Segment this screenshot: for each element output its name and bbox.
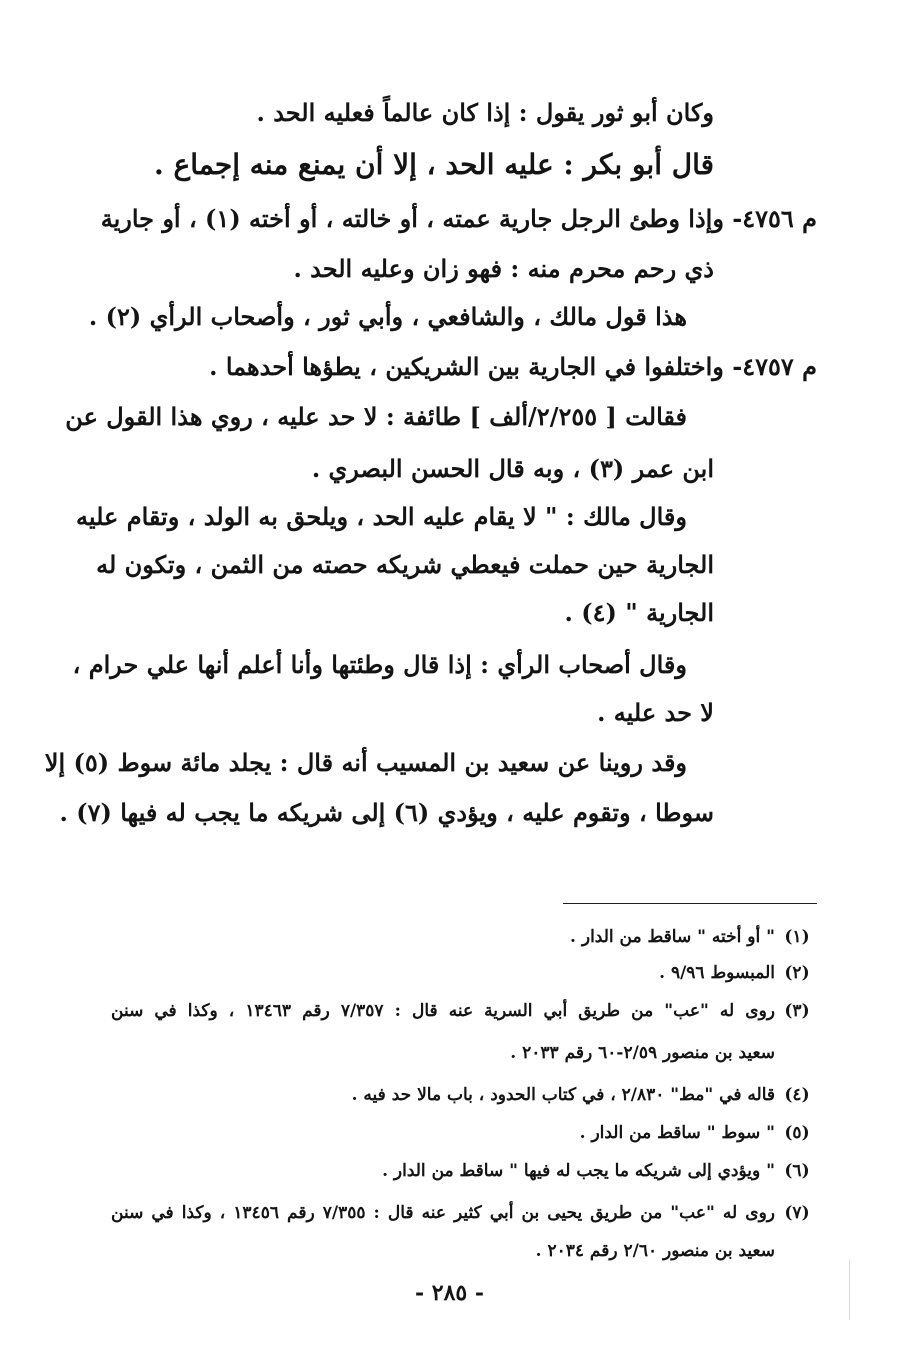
footnote-separator — [563, 903, 817, 904]
footnote-number: (٦) — [784, 1161, 810, 1181]
text-line: لا حد عليه . — [597, 698, 714, 727]
footnote-continuation — [510, 1040, 775, 1066]
text-line: سوطا ، وتقوم عليه ، ويؤدي (٦) إلى شريكه ما يجب له فيها (٧) . — [59, 798, 714, 827]
footnote-text: روى له "عب" من طريق يحيى بن أبي كثير عنه قال : ٧/٣٥٥ رقم ١٣٤٥٦ ، وكذا في سنن — [111, 1203, 775, 1223]
text-line: وكان أبو ثور يقول : إذا كان عالماً فعليه الحد . — [256, 98, 714, 127]
footnote-text: روى له "عب" من طريق أبي السرية عنه قال : ٧/٣٥٧ رقم ١٣٤٦٣ ، وكذا في سنن — [111, 1001, 775, 1021]
footnote-text: " ويؤدي إلى شريكه ما يجب له فيها " ساقط من الدار . — [382, 1161, 775, 1181]
footnote — [570, 924, 819, 950]
footnote-text: " أو أخته " ساقط من الدار . — [570, 927, 775, 947]
text-line: هذا قول مالك ، والشافعي ، وأبي ثور ، وأصحاب الرأي (٢) . — [88, 302, 687, 331]
footnote-text: المبسوط ٩/٩٦ . — [659, 963, 775, 983]
text-line-masala-4757: م ٤٧٥٧- واختلفوا في الجارية بين الشريكين ، يطؤها أحدهما . — [209, 352, 817, 381]
footnote-number: (٤) — [784, 1085, 810, 1105]
footnote — [352, 1082, 819, 1108]
text-line: وقد روينا عن سعيد بن المسيب أنه قال : يجلد مائة سوط (٥) إلا — [44, 748, 687, 777]
text-line: ذي رحم محرم منه : فهو زان وعليه الحد . — [293, 254, 714, 283]
footnote — [382, 1158, 819, 1184]
text-line: وقال أصحاب الرأي : إذا قال وطئتها وأنا أعلم أنها علي حرام ، — [72, 650, 687, 679]
footnote — [111, 1200, 819, 1226]
page-number: - ٢٨٥ - — [414, 1280, 485, 1306]
scan-edge-mark — [849, 1260, 850, 1320]
footnote-number: (١) — [784, 927, 810, 947]
text-line: وقال مالك : " لا يقام عليه الحد ، ويلحق به الولد ، وتقام عليه — [76, 502, 687, 531]
footnote-text: سعيد بن منصور ٢/٥٩-٦٠ رقم ٢٠٣٣ . — [510, 1043, 775, 1063]
text-line: فقالت [ ٢/٢٥٥/ألف ] طائفة : لا حد عليه ، روي هذا القول عن — [65, 402, 687, 431]
text-line: ابن عمر (٣) ، وبه قال الحسن البصري . — [311, 454, 714, 483]
footnote-number: (٥) — [784, 1123, 810, 1143]
footnote-number: (٣) — [784, 1001, 810, 1021]
footnote-text: " سوط " ساقط من الدار . — [579, 1123, 775, 1143]
footnote — [580, 1120, 819, 1146]
text-line-heading: قال أبو بكر : عليه الحد ، إلا أن يمنع منه إجماع . — [153, 148, 714, 181]
text-line: الجارية حين حملت فيعطي شريكه حصته من الثمن ، وتكون له — [96, 550, 714, 579]
footnote-number: (٢) — [784, 963, 810, 983]
footnote-text: قاله في "مط" ٢/٨٣٠ ، في كتاب الحدود ، باب مالا حد فيه . — [351, 1085, 775, 1105]
text-line: الجارية " (٤) . — [564, 598, 714, 627]
footnote-text: سعيد بن منصور ٢/٦٠ رقم ٢٠٣٤ . — [535, 1241, 775, 1261]
footnote-continuation — [536, 1238, 775, 1264]
footnote-number: (٧) — [784, 1203, 810, 1223]
footnote — [111, 998, 819, 1024]
text-line-masala-4756: م ٤٧٥٦- وإذا وطئ الرجل جارية عمته ، أو خالته ، أو أخته (١) ، أو جارية — [100, 204, 817, 233]
footnote — [659, 960, 819, 986]
